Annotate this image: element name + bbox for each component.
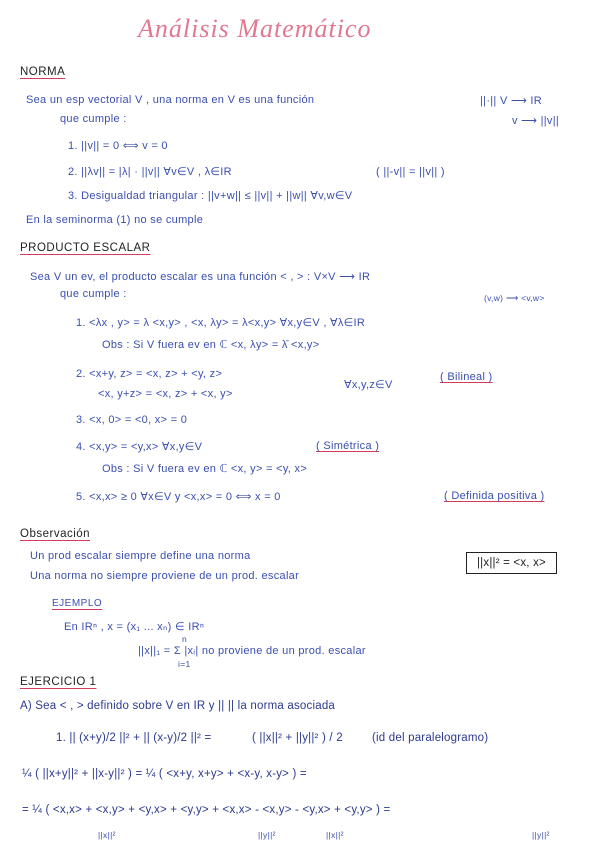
ejercicio-line-3: = ¼ ( <x,x> + <x,y> + <y,x> + <y,y> + <x,x> - <x,y> - <y,x> + <y,y> ) =: [22, 804, 391, 816]
norma-property-2: 2. ||λv|| = |λ| · ||v|| ∀v∈V , λ∈IR: [68, 166, 232, 178]
ejemplo-heading: EJEMPLO: [52, 598, 103, 609]
norma-intro: Sea un esp vectorial V , una norma en V es una función: [26, 94, 315, 106]
norma-property-3: 3. Desigualdad triangular : ||v+w|| ≤ ||v|| + ||w|| ∀v,w∈V: [68, 190, 353, 202]
producto-property-3: 3. <x, 0> = <0, x> = 0: [76, 414, 188, 426]
section-heading-observacion: Observación: [20, 528, 91, 540]
observacion-boxed-formula: ||x||² = <x, x>: [466, 552, 557, 574]
norma-property-2-note: ( ||-v|| = ||v|| ): [376, 166, 445, 178]
norma-map-2: v ⟶ ||v||: [512, 115, 560, 127]
ejercicio-underbrace-2: ||y||²: [258, 830, 276, 840]
ejemplo-line-1: En IRⁿ , x = (x₁ ... xₙ) ∈ IRⁿ: [64, 621, 205, 633]
norma-que-cumple: que cumple :: [60, 113, 127, 125]
observacion-line-2: Una norma no siempre proviene de un prod. escalar: [30, 570, 300, 582]
producto-property-2-quantifier: ∀x,y,z∈V: [344, 379, 393, 391]
producto-property-1: 1. <λx , y> = λ <x,y> , <x, λy> = λ<x,y> ∀x,y∈V , ∀λ∈IR: [76, 317, 366, 329]
ejercicio-underbrace-1: ||x||²: [98, 830, 116, 840]
producto-map-2: (v,w) ⟶ <v,w>: [484, 293, 545, 303]
producto-property-2a: 2. <x+y, z> = <x, z> + <y, z>: [76, 368, 223, 380]
ejemplo-sum-bottom: i=1: [178, 659, 191, 669]
producto-label-definida-positiva: ( Definida positiva ): [444, 490, 545, 502]
producto-property-1-obs: Obs : Si V fuera ev en ℂ <x, λy> = λ̄ <x,y>: [102, 339, 320, 351]
producto-property-5: 5. <x,x> ≥ 0 ∀x∈V y <x,x> = 0 ⟺ x = 0: [76, 491, 281, 503]
producto-label-simetrica: ( Simétrica ): [316, 440, 380, 452]
ejemplo-sum-top: n: [182, 634, 188, 644]
section-heading-producto-escalar: PRODUCTO ESCALAR: [20, 242, 151, 254]
norma-map-1: ||·|| V ⟶ IR: [480, 95, 542, 107]
producto-property-4-obs: Obs : Si V fuera ev en ℂ <x, y> = <y, x>: [102, 463, 308, 475]
ejercicio-underbrace-3: ||x||²: [326, 830, 344, 840]
ejercicio-line-1c: (id del paralelogramo): [372, 732, 489, 744]
section-heading-norma: NORMA: [20, 66, 66, 78]
ejercicio-part-a: A) Sea < , > definido sobre V en IR y || || la norma asociada: [20, 700, 336, 712]
observacion-line-1: Un prod escalar siempre define una norma: [30, 550, 251, 562]
producto-property-4: 4. <x,y> = <y,x> ∀x,y∈V: [76, 441, 203, 453]
producto-intro: Sea V un ev, el producto escalar es una función < , > : V×V ⟶ IR: [30, 271, 371, 283]
ejercicio-line-1a: 1. || (x+y)/2 ||² + || (x-y)/2 ||² =: [56, 732, 212, 744]
producto-que-cumple: que cumple :: [60, 288, 127, 300]
norma-seminorma: En la seminorma (1) no se cumple: [26, 214, 204, 226]
producto-property-2b: <x, y+z> = <x, z> + <x, y>: [98, 388, 233, 400]
section-heading-ejercicio: EJERCICIO 1: [20, 676, 97, 688]
ejemplo-line-2: ||x||₁ = Σ |xᵢ| no proviene de un prod. escalar: [138, 645, 366, 657]
ejercicio-underbrace-4: ||y||²: [532, 830, 550, 840]
ejercicio-line-2: ¼ ( ||x+y||² + ||x-y||² ) = ¼ ( <x+y, x+y> + <x-y, x-y> ) =: [22, 768, 307, 780]
producto-label-bilineal: ( Bilineal ): [440, 371, 493, 383]
ejercicio-line-1b: ( ||x||² + ||y||² ) / 2: [252, 732, 343, 744]
norma-property-1: 1. ||v|| = 0 ⟺ v = 0: [68, 140, 168, 152]
page-title: Análisis Matemático: [138, 14, 372, 43]
